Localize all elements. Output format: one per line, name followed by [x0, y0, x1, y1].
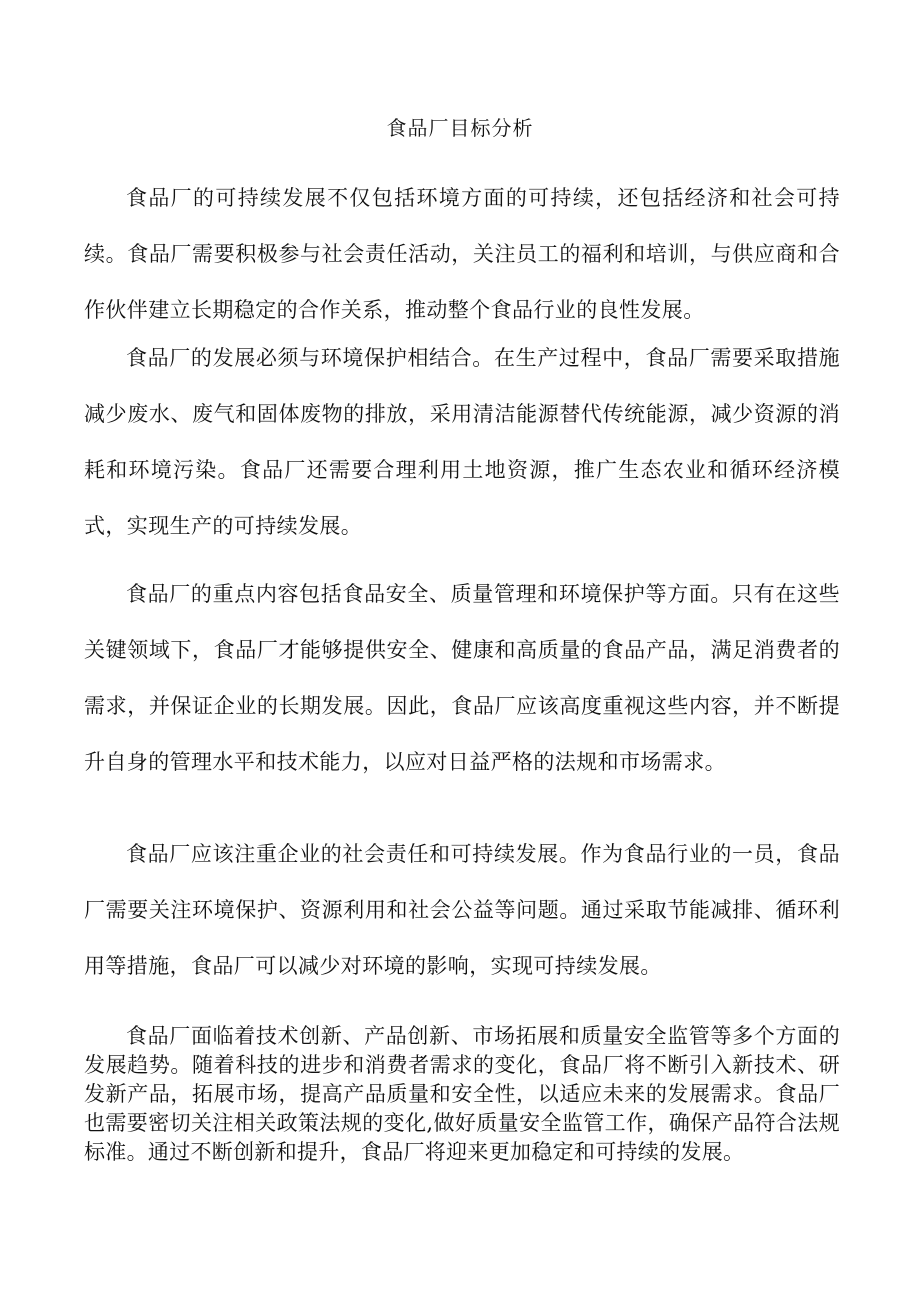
- document-title: 食品厂目标分析: [386, 116, 534, 140]
- paragraph-2: 食品厂的发展必须与环境保护相结合。在生产过程中，食品厂需要采取措施减少废水、废气和固体废物的排放，采用清洁能源替代传统能源，减少资源的消耗和环境污染。食品厂还需要合理利用土地资源，推广生态农业和循环经济模式，实现生产的可持续发展。: [84, 346, 840, 538]
- paragraph-5: 食品厂面临着技术创新、产品创新、市场拓展和质量安全监管等多个方面的发展趋势。随着科技的进步和消费者需求的变化，食品厂将不断引入新技术、研发新产品，拓展市场，提高产品质量和安全性，以适应未来的发展需求。食品厂也需要密切关注相关政策法规的变化,做好质量安全监管工作，确保产品符合法规标准。通过不断创新和提升，食品厂将迎来更加稳定和可持续的发展。: [84, 1024, 840, 1164]
- paragraph-1: 食品厂的可持续发展不仅包括环境方面的可持续，还包括经济和社会可持续。食品厂需要积极参与社会责任活动，关注员工的福利和培训，与供应商和合作伙伴建立长期稳定的合作关系，推动整个食品行业的良性发展。: [84, 186, 840, 322]
- paragraph-3: 食品厂的重点内容包括食品安全、质量管理和环境保护等方面。只有在这些关键领域下，食品厂才能够提供安全、健康和高质量的食品产品，满足消费者的需求，并保证企业的长期发展。因此，食品厂应该高度重视这些内容，并不断提升自身的管理水平和技术能力，以应对日益严格的法规和市场需求。: [84, 582, 840, 774]
- paragraph-4: 食品厂应该注重企业的社会责任和可持续发展。作为食品行业的一员，食品厂需要关注环境保护、资源利用和社会公益等问题。通过采取节能减排、循环利用等措施，食品厂可以减少对环境的影响，实现可持续发展。: [84, 842, 840, 978]
